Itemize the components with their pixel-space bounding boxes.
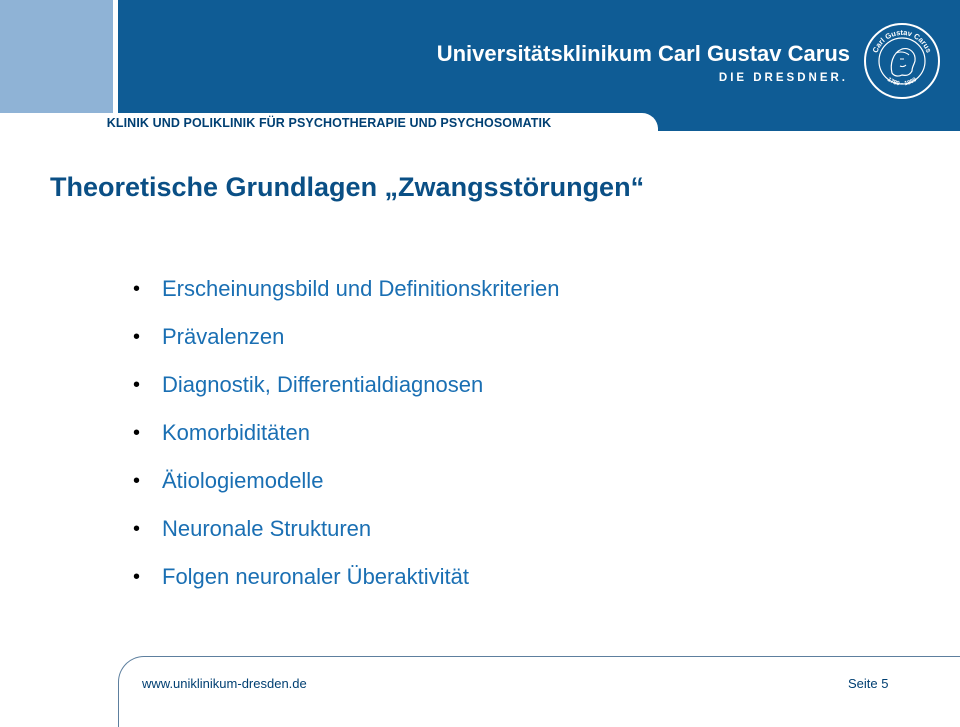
bullet-icon: • [133, 373, 141, 396]
department-title: KLINIK UND POLIKLINIK FÜR PSYCHOTHERAPIE UND PSYCHOSOMATIK [106, 116, 552, 130]
brand-tagline: DIE DRESDNER. [718, 72, 848, 84]
list-item [133, 409, 559, 457]
list-item-text: Neuronale Strukturen [162, 516, 372, 541]
list-item-text: Diagnostik, Differentialdiagnosen [162, 372, 484, 397]
university-seal-icon [862, 21, 942, 101]
page-number: Seite 5 [848, 676, 889, 691]
page-title: Theoretische Grundlagen „Zwangsstörungen“ [50, 172, 645, 202]
list-item [133, 361, 559, 409]
list-item [133, 313, 559, 361]
bullet-icon: • [133, 277, 141, 300]
list-item [133, 457, 559, 505]
list-item [133, 553, 559, 601]
topic-list [133, 265, 559, 601]
bullet-icon: • [133, 565, 141, 588]
list-item-text: Prävalenzen [162, 324, 285, 349]
bullet-icon: • [133, 517, 141, 540]
svg-text:1789 - 1869 [886, 77, 919, 88]
brand-name: Universitätsklinikum Carl Gustav Carus [436, 41, 850, 66]
bullet-icon: • [133, 325, 141, 348]
list-item [133, 265, 559, 313]
footer-divider [118, 656, 960, 727]
seal-text-top: Carl Gustav Carus [870, 27, 934, 55]
list-item-text: Folgen neuronaler Überaktivität [162, 564, 469, 589]
list-item [133, 505, 559, 553]
list-item-text: Ätiologiemodelle [162, 468, 324, 493]
list-item-text: Komorbiditäten [162, 420, 310, 445]
list-item-text: Erscheinungsbild und Definitionskriterien [162, 276, 560, 301]
header-light-block [0, 0, 113, 113]
bullet-icon: • [133, 421, 141, 444]
bullet-icon: • [133, 469, 141, 492]
footer-url: www.uniklinikum-dresden.de [142, 676, 307, 691]
seal-text-bottom: 1789 - 1869 [885, 76, 919, 88]
